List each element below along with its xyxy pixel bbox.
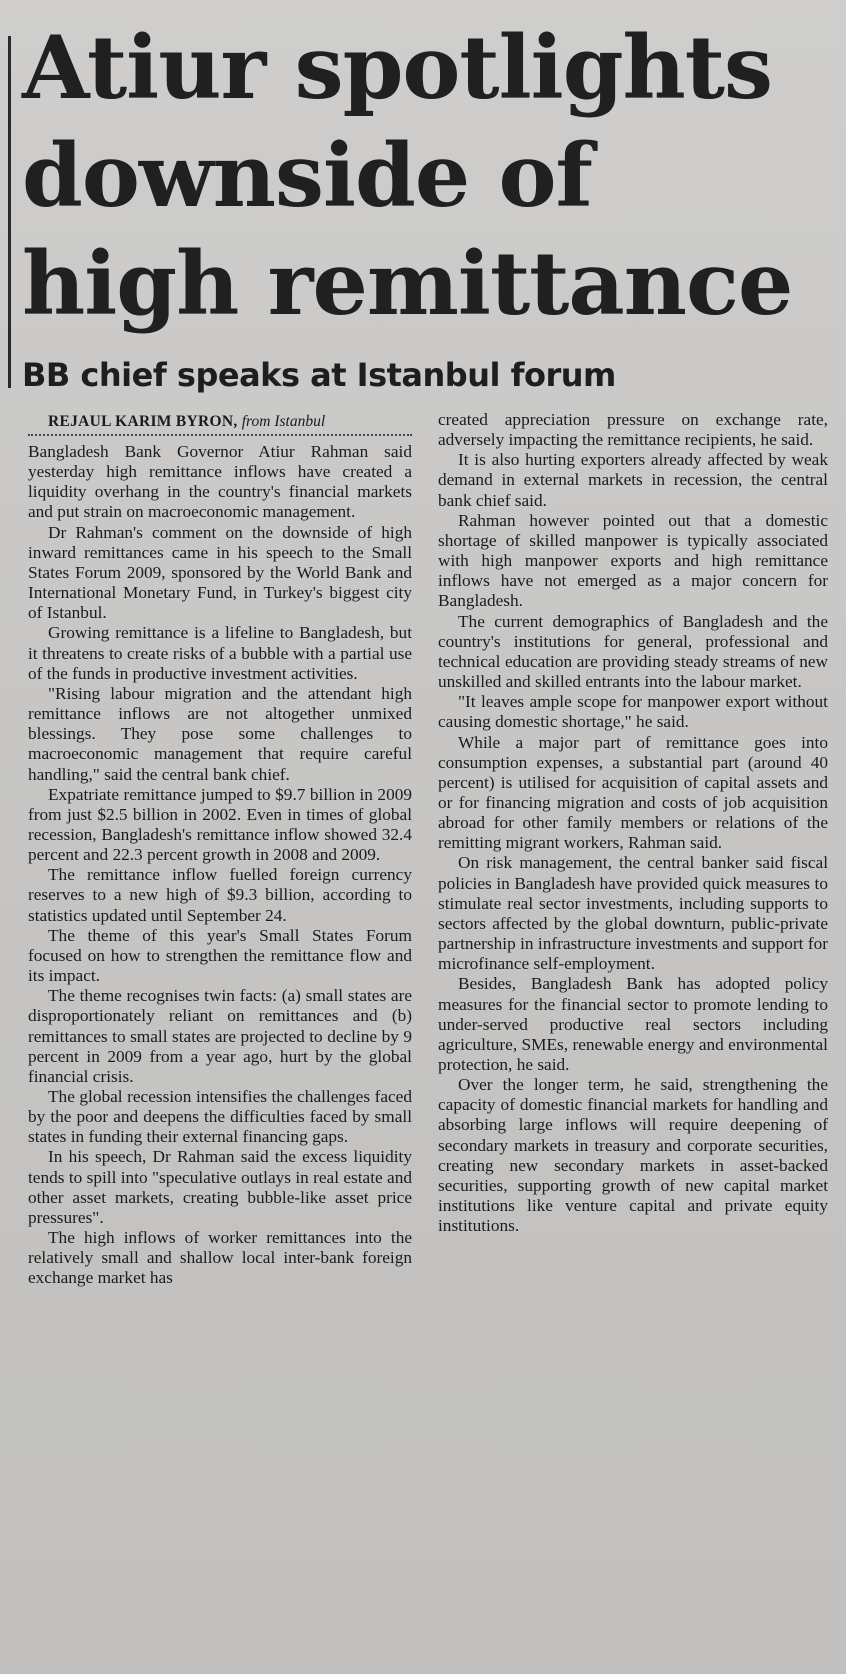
paragraph: The global recession intensifies the challenges faced by the poor and deepens the difficulties faced by small states in funding their external financing gaps. — [28, 1087, 412, 1147]
paragraph: While a major part of remittance goes into consumption expenses, a substantial part (around 40 percent) is utilised for acquisition of capital assets and or for financing migration and costs of job acquisition abroad for other family members or relations of the remitting migrant workers, Rahman said. — [438, 732, 828, 853]
paragraph: The remittance inflow fuelled foreign currency reserves to a new high of $9.3 billion, according to statistics updated until September 24. — [28, 865, 412, 925]
paragraph: Dr Rahman's comment on the downside of high inward remittances came in his speech to the Small States Forum 2009, sponsored by the World Bank and International Monetary Fund, in Turkey's biggest city of Istanbul. — [28, 522, 412, 623]
paragraph: Over the longer term, he said, strengthening the capacity of domestic financial markets for handling and absorbing large inflows will require deepening of secondary markets in treasury and corporate securities, creating new secondary markets in asset-backed securities, supporting growth of new capital market institutions like venture capital and private equity institutions. — [438, 1075, 828, 1236]
paragraph: In his speech, Dr Rahman said the excess liquidity tends to spill into "speculative outlays in real estate and other asset markets, creating bubble-like asset price pressures". — [28, 1147, 412, 1227]
paragraph: The current demographics of Bangladesh and the country's institutions for general, professional and technical education are providing steady streams of new unskilled and skilled entrants into the labour market. — [438, 611, 828, 692]
paragraph: created appreciation pressure on exchange rate, adversely impacting the remittance recipients, he said. — [438, 410, 828, 450]
subheadline: BB chief speaks at Istanbul forum — [22, 356, 616, 394]
paragraph: Besides, Bangladesh Bank has adopted policy measures for the financial sector to promote lending to under-served productive real sectors including agriculture, SMEs, renewable energy and environmental protection, he said. — [438, 974, 828, 1074]
paragraph: Growing remittance is a lifeline to Bangladesh, but it threatens to create risks of a bubble with a partial use of the funds in productive investment activities. — [28, 623, 412, 683]
headline: Atiur spotlights downside of high remittance — [22, 16, 793, 335]
byline-origin: from Istanbul — [241, 413, 326, 430]
paragraph: "Rising labour migration and the attendant high remittance inflows are not altogether unmixed blessings. They pose some challenges to macroeconomic management that require careful handling," said the central bank chief. — [28, 683, 412, 784]
paragraph: Expatriate remittance jumped to $9.7 billion in 2009 from just $2.5 billion in 2002. Even in times of global recession, Bangladesh's remittance inflow showed 32.4 percent and 22.3 percent growth in 2008 and 2009. — [28, 784, 412, 865]
byline — [28, 412, 412, 432]
paragraph: "It leaves ample scope for manpower export without causing domestic shortage," he said. — [438, 692, 828, 732]
paragraph: The theme of this year's Small States Forum focused on how to strengthen the remittance flow and its impact. — [28, 925, 412, 986]
right-column — [438, 410, 828, 1236]
paragraph: Bangladesh Bank Governor Atiur Rahman said yesterday high remittance inflows have created a liquidity overhang in the country's financial markets and put strain on macroeconomic management. — [28, 442, 412, 522]
paragraph: Rahman however pointed out that a domestic shortage of skilled manpower is typically associated with high manpower exports and high remittance inflows have not emerged as a major concern for Bangladesh. — [438, 510, 828, 611]
paragraph: The theme recognises twin facts: (a) small states are disproportionately reliant on remittances and (b) remittances to small states are projected to decline by 9 percent in 2009 from a year ago, hurt by the global financial crisis. — [28, 986, 412, 1086]
column-rule — [8, 36, 11, 388]
paragraph: It is also hurting exporters already affected by weak demand in external markets in recession, the central bank chief said. — [438, 450, 828, 510]
byline-author: REJAUL KARIM BYRON, — [48, 413, 238, 430]
left-column — [28, 412, 412, 1289]
paragraph: On risk management, the central banker said fiscal policies in Bangladesh have provided quick measures to stimulate real sector investments, including supports to sectors affected by the global downturn, public-private partnership in infrastructure investments and support for microfinance self-employment. — [438, 853, 828, 974]
byline-divider — [28, 434, 412, 436]
paragraph: The high inflows of worker remittances into the relatively small and shallow local inter-bank foreign exchange market has — [28, 1228, 412, 1288]
